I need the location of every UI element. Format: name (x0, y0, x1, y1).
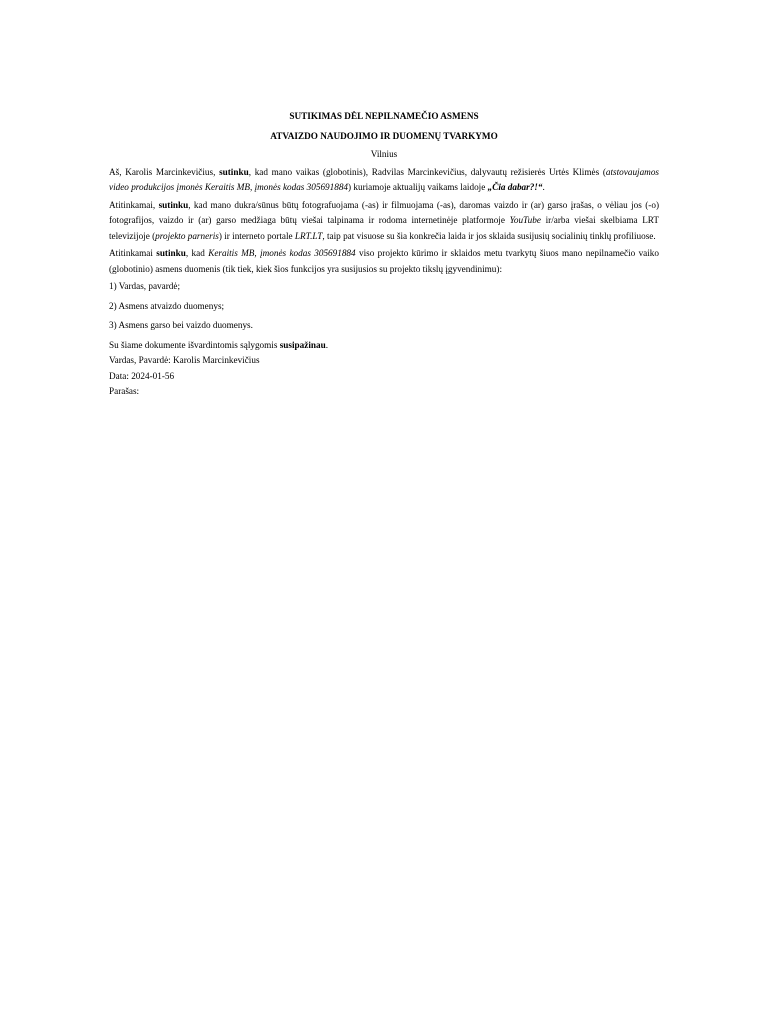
document-title-line-2: ATVAIZDO NAUDOJIMO IR DUOMENŲ TVARKYMO (270, 130, 498, 141)
text-run: ir/arba viešai skelbiama LRT televizijoje ( (109, 215, 659, 241)
consent-paragraph-data-processing (109, 246, 659, 277)
italic-text-run: atstovaujamos video produkcijos įmonės Keraitis MB, įmonės kodas 305691884 (109, 166, 659, 192)
text-run: , kad mano dukra/sūnus būtų fotografuojama (-as) ir filmuojama (-as), daromas vaizdo ir (ar) garso įrašas, o vėliau jos (-o) fotografijos, vaizdo ir (ar) garso medžiaga būtų viešai talpinama ir rodoma internetinėje platformoje (109, 199, 659, 225)
italic-text-run: YouTube (509, 215, 541, 225)
italic-text-run: projekto parneris (155, 230, 219, 241)
bold-text-run: sutinku (219, 166, 249, 177)
consent-paragraph-filming (109, 198, 659, 245)
list-item: 3) Asmens garso bei vaizdo duomenys. (109, 320, 253, 330)
document-title-line-1: SUTIKIMAS DĖL NEPILNAMEČIO ASMENS (289, 111, 479, 121)
date-line: Data: 2024-01-56 (109, 370, 175, 381)
show-title: „Čia dabar?!“ (487, 182, 543, 192)
text-run: . (542, 182, 545, 192)
document-city: Vilnius (370, 149, 398, 159)
italic-text-run: Keraitis MB, įmonės kodas 305691884 (208, 248, 356, 258)
name-line: Vardas, Pavardė: Karolis Marcinkevičius (109, 355, 260, 365)
text-run: , taip pat visuose su šia konkrečia laida ir jos sklaida susijusių socialinių tinklų profiliuose. (322, 230, 656, 241)
text-run: Aš, Karolis Marcinkevičius, (109, 166, 220, 177)
text-run: . (325, 339, 328, 350)
bold-text-run: sutinku (158, 199, 189, 210)
text-run: Atitinkamai (109, 248, 157, 258)
bold-text-run: susipažinau (279, 339, 326, 350)
consent-paragraph-participation (109, 165, 659, 196)
bold-text-run: sutinku (156, 248, 186, 258)
text-run: Su šiame dokumente išvardintomis sąlygomis (109, 339, 280, 350)
text-run: ) kuriamoje aktualijų vaikams laidoje (348, 182, 488, 192)
italic-text-run: LRT.LT (294, 230, 323, 241)
list-item: 1) Vardas, pavardė; (109, 281, 181, 291)
text-run: , kad mano vaikas (globotinis), Radvilas Marcinkevičius, dalyvautų režisierės Urtės Klimės ( (248, 166, 606, 177)
acknowledgement-line (109, 338, 659, 354)
text-run: , kad (185, 248, 209, 258)
list-item: 2) Asmens atvaizdo duomenys; (109, 300, 225, 311)
text-run: ) ir interneto portale (218, 230, 295, 241)
signature-line: Parašas: (109, 386, 140, 396)
consent-document (109, 109, 659, 400)
text-run: Atitinkamai, (109, 199, 159, 210)
text-run: viso projekto kūrimo ir sklaidos metu tvarkytų šiuos mano nepilnamečio vaiko (globotinio) asmens duomenis (tik tiek, kiek šios funkcijos yra susijusios su projekto tikslų įgyvendinimu): (109, 248, 659, 274)
